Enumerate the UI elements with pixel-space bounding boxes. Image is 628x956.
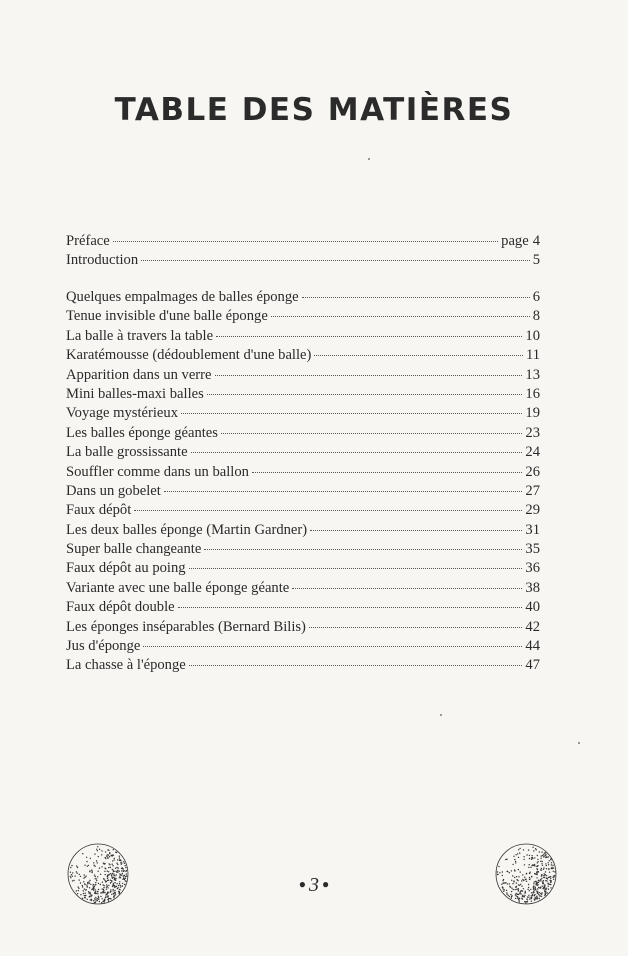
page-number [0,874,628,897]
toc-entry-title: Les éponges inséparables (Bernard Bilis) [66,618,306,635]
toc-entry-title: Préface [66,233,110,249]
dot-leader [113,240,498,242]
toc-entry [66,232,540,251]
toc-page-number: 35 [525,541,540,558]
toc-page-number: 16 [525,385,540,402]
toc-entry-title: Introduction [66,252,139,269]
toc-page-number: 8 [532,308,540,325]
toc-page-number: 29 [525,502,540,519]
toc-entry [66,521,540,540]
toc-entry [66,327,540,346]
toc-page-number: 31 [525,521,540,538]
toc-entry [66,618,540,637]
toc-entry-title: La balle grossissante [66,444,188,461]
toc-entry [66,346,540,365]
dot-leader [271,315,530,317]
toc-page-number: 44 [525,638,540,655]
toc-page-number: 26 [525,463,540,480]
toc-entry-title: Karatémousse (dédoublement d'une balle) [66,347,312,364]
toc-entry [66,501,540,520]
toc-page-number: 11 [525,347,540,364]
dot-leader [207,393,523,395]
dot-leader [292,587,522,589]
toc-main-section [66,288,540,676]
toc-entry [66,559,540,578]
speck-mark [368,158,370,160]
toc-page-number: 13 [525,366,540,383]
dot-leader [134,509,522,511]
toc-entry-title: La balle à travers la table [66,327,214,344]
dot-leader [309,626,522,628]
toc-entry [66,424,540,443]
bullet-icon: ● [322,877,330,891]
dot-leader [191,451,523,453]
dot-leader [216,335,522,337]
toc-entry-title: Les balles éponge géantes [66,424,218,441]
toc-entry [66,366,540,385]
toc-page-number: 40 [525,599,540,616]
toc-page-number: 23 [525,424,540,441]
toc-page-number: 36 [525,560,540,577]
dot-leader [302,296,530,298]
toc-entry-title: La chasse à l'éponge [66,657,186,674]
toc-entry [66,251,540,270]
toc-page-number: 6 [532,289,540,305]
toc-entry-title: Faux dépôt au poing [66,560,186,577]
toc-entry [66,656,540,675]
toc-entry [66,385,540,404]
toc-entry-title: Dans un gobelet [66,482,161,499]
toc-entry-title: Apparition dans un verre [66,366,212,383]
toc-page-number: 10 [525,327,540,344]
toc-entry [66,598,540,617]
toc-page-number: 27 [525,482,540,499]
dot-leader [215,374,523,376]
page-title: TABLE DES MATIÈRES [114,92,514,128]
toc-entry [66,579,540,598]
toc-entry [66,540,540,559]
dot-leader [178,606,523,608]
toc-entry [66,307,540,326]
toc-entry-title: Quelques empalmages de balles éponge [66,289,299,305]
toc-page-number: 19 [525,405,540,422]
toc-page-number: 42 [525,618,540,635]
speck-mark [440,714,442,716]
dot-leader [164,490,523,492]
speck-mark [578,742,580,744]
toc-entry-title: Tenue invisible d'une balle éponge [66,308,268,325]
dot-leader [143,645,522,647]
toc-entry-title: Faux dépôt [66,502,132,519]
toc-page-number: 38 [525,579,540,596]
toc-entry [66,463,540,482]
toc-entry-title: Variante avec une balle éponge géante [66,579,290,596]
dot-leader [189,664,523,666]
dot-leader [141,259,530,261]
toc-entry [66,404,540,423]
toc-intro-section [66,232,540,271]
dot-leader [189,567,523,569]
dot-leader [221,432,522,434]
toc-entry-title: Super balle changeante [66,541,202,558]
toc-entry-title: Voyage mystérieux [66,405,178,422]
dot-leader [310,529,522,531]
toc-entry [66,637,540,656]
dot-leader [314,354,523,356]
toc-page-number: 24 [525,444,540,461]
toc-entry [66,443,540,462]
toc-entry-title: Mini balles-maxi balles [66,385,204,402]
dot-leader [204,548,522,550]
dot-leader [181,412,522,414]
toc-page-number: 4 [532,233,540,249]
toc-entry-title: Faux dépôt double [66,599,175,616]
toc-entry-title: Les deux balles éponge (Martin Gardner) [66,521,308,538]
bullet-icon: ● [298,877,306,891]
toc-page-prefix: page [501,233,529,249]
toc-entry [66,288,540,307]
toc-page-number: 47 [525,657,540,674]
toc-entry [66,482,540,501]
page-number-value: 3 [309,874,319,896]
toc-entry-title: Jus d'éponge [66,638,141,655]
toc-entry-title: Souffler comme dans un ballon [66,463,249,480]
toc-page-number: 5 [532,252,540,269]
dot-leader [252,471,522,473]
